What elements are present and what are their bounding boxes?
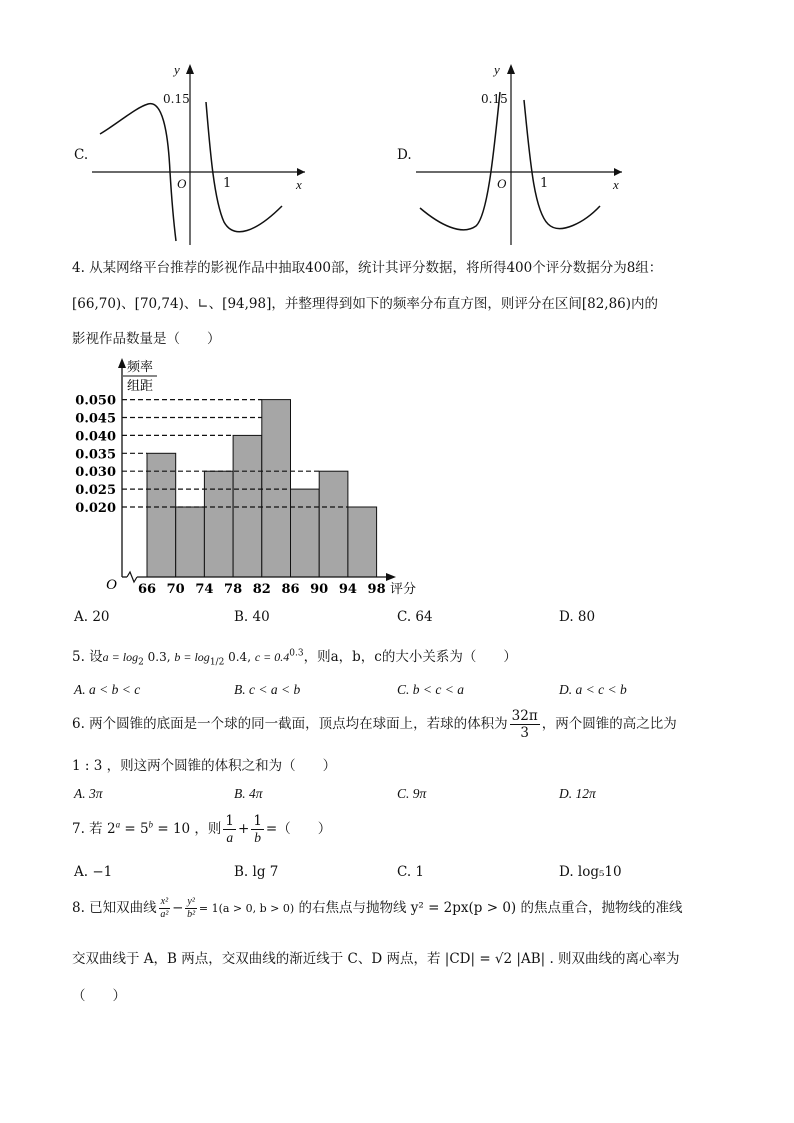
histogram-ylabel-top: 频率 — [126, 360, 154, 375]
q7-plus: + — [238, 821, 250, 838]
q8-mid: 的右焦点与抛物线 y² = 2px(p > 0) 的焦点重合，抛物线的准线 — [294, 900, 683, 916]
graph-c-x-label: x — [296, 177, 302, 192]
q7-f1-den: a — [226, 830, 234, 846]
q5-a-arg: 0.3, — [143, 650, 175, 664]
histogram-x-tick-label: 82 — [252, 582, 271, 597]
q8-minus: − — [172, 900, 184, 916]
q5-option-c[interactable]: C. b < c < a — [397, 682, 464, 697]
q7-tail: =（ ） — [265, 821, 332, 838]
q7-option-b[interactable]: B. lg 7 — [234, 864, 279, 880]
option-c-label: C. — [74, 147, 89, 163]
histogram-y-tick-label: 0.025 — [75, 483, 116, 499]
histogram-x-tick-label: 78 — [224, 582, 243, 597]
histogram-y-tick-label: 0.040 — [75, 429, 116, 445]
q5-suffix: ，则a，b，c的大小关系为（ ） — [303, 649, 517, 665]
q4-option-d[interactable]: D. 80 — [559, 609, 596, 625]
q5-c-def: c = 0.4 — [254, 650, 290, 664]
q6-option-b[interactable]: B. 4π — [234, 786, 263, 801]
graph-d-peak: 0.15 — [481, 92, 508, 106]
q8-x-den: a² — [160, 909, 169, 920]
graph-c-y-label: y — [174, 62, 180, 77]
q7-exp-b: b — [148, 819, 154, 830]
q4-line2: [66,70)、[70,74)、∟、[94,98]，并整理得到如下的频率分布直方图，则评分在区间[82,86)内的 — [72, 296, 659, 312]
q5-a-def: a = log — [102, 650, 139, 664]
graph-c-origin: O — [177, 176, 187, 191]
histogram-x-tick-label: 98 — [367, 582, 386, 597]
q4-option-b[interactable]: B. 40 — [234, 609, 270, 625]
histogram-bar — [233, 435, 262, 577]
graph-d-origin: O — [497, 176, 507, 191]
option-d-label: D. — [397, 147, 412, 163]
q8-line3: （ ） — [72, 988, 126, 1004]
q5-option-d[interactable]: D. a < c < b — [559, 682, 627, 697]
q6-frac-num: 32π — [511, 708, 538, 724]
q7-option-d[interactable]: D. log₅10 — [559, 864, 622, 880]
histogram-x-tick-label: 70 — [166, 582, 185, 597]
q7-post: = 10 ，则 — [153, 821, 222, 838]
q5-b-arg: 0.4, — [224, 650, 255, 664]
histogram-x-tick-label: 86 — [281, 582, 300, 597]
q5-c-exp: 0.3 — [289, 648, 304, 659]
q8-pre: 8. 已知双曲线 — [72, 900, 157, 916]
histogram-x-tick-label: 74 — [195, 582, 214, 597]
q4-line3: 影视作品数量是（ ） — [72, 331, 221, 347]
histogram-x-tick-label: 94 — [338, 582, 357, 597]
histogram-x-tick-label: 90 — [310, 582, 329, 597]
graph-d-y-label: y — [494, 62, 500, 77]
graph-c-one: 1 — [223, 176, 232, 191]
q7-fraction-1 — [223, 813, 236, 846]
histogram-axis-break — [127, 572, 137, 582]
q6-option-c[interactable]: C. 9π — [397, 786, 427, 801]
histogram-y-tick-label: 0.045 — [75, 411, 116, 427]
q7-f2-den: b — [254, 830, 261, 846]
q8-line2: 交双曲线于 A，B 两点，交双曲线的渐近线于 C、D 两点，若 |CD| = √2 |AB| . 则双曲线的离心率为 — [72, 951, 680, 967]
q7-f2-num: 1 — [253, 813, 262, 829]
histogram-bar — [176, 507, 205, 577]
q7-fraction-2 — [251, 813, 264, 846]
q8-line1 — [72, 896, 682, 921]
histogram-bar — [291, 489, 320, 577]
q8-frac-x — [159, 896, 170, 921]
q6-line1 — [72, 708, 677, 741]
q5-a-base: 2 — [138, 657, 144, 668]
q4-option-a[interactable]: A. 20 — [74, 609, 110, 625]
histogram-bar — [319, 471, 348, 577]
graph-d-one: 1 — [540, 176, 549, 191]
q7-mid: = 5 — [120, 821, 149, 838]
q7-stem — [72, 813, 331, 846]
q5-b-base: 1/2 — [209, 657, 225, 668]
histogram-bar — [348, 507, 377, 577]
histogram-y-tick-label: 0.020 — [75, 501, 116, 516]
histogram-bar — [147, 453, 176, 577]
q8-frac-y — [185, 896, 196, 921]
q6-line1-post: ，两个圆锥的高之比为 — [541, 716, 677, 733]
q5-stem — [72, 645, 517, 668]
histogram-bar — [262, 400, 291, 577]
graph-d-x-label: x — [613, 177, 619, 192]
histogram-y-tick-label: 0.035 — [75, 447, 116, 463]
q8-x-num: x² — [160, 896, 169, 907]
graph-c-peak: 0.15 — [163, 92, 190, 106]
q5-option-a[interactable]: A. a < b < c — [74, 682, 141, 697]
q4-line1: 4. 从某网络平台推荐的影视作品中抽取400部，统计其评分数据，将所得400个评分数据分为8组： — [72, 260, 663, 276]
q4-option-c[interactable]: C. 64 — [397, 609, 433, 625]
histogram-x-arrow — [386, 573, 396, 581]
q7-exp-a: a — [115, 819, 121, 830]
q8-y-num: y² — [187, 896, 195, 907]
q6-option-a[interactable]: A. 3π — [74, 786, 103, 801]
q6-option-d[interactable]: D. 12π — [559, 786, 596, 801]
q8-y-den: b² — [187, 909, 196, 920]
q5-prefix: 5. 设 — [72, 649, 103, 665]
q6-sphere-volume-fraction — [510, 708, 540, 741]
histogram-y-tick-label: 0.030 — [75, 465, 116, 481]
histogram-y-tick-label: 0.050 — [75, 393, 116, 409]
q5-b-def: b = log — [174, 650, 210, 664]
q6-line1-pre: 6. 两个圆锥的底面是一个球的同一截面，顶点均在球面上，若球的体积为 — [72, 716, 508, 733]
q6-line2: 1 : 3 ，则这两个圆锥的体积之和为（ ） — [72, 758, 337, 774]
q7-option-c[interactable]: C. 1 — [397, 864, 425, 880]
q7-option-a[interactable]: A. −1 — [74, 864, 113, 880]
histogram-ylabel-bottom: 组距 — [126, 379, 154, 394]
q7-pre: 7. 若 2 — [72, 821, 116, 838]
histogram-origin: O — [106, 577, 117, 593]
q5-option-b[interactable]: B. c < a < b — [234, 682, 301, 697]
q8-eq-rest: = 1(a > 0, b > 0) — [198, 902, 295, 915]
q6-frac-den: 3 — [520, 725, 529, 742]
histogram-y-arrow — [118, 358, 126, 368]
histogram-x-tick-label: 66 — [137, 582, 157, 597]
q7-f1-num: 1 — [225, 813, 235, 829]
histogram-x-label: 评分 — [390, 582, 417, 597]
histogram-bar — [204, 471, 233, 577]
